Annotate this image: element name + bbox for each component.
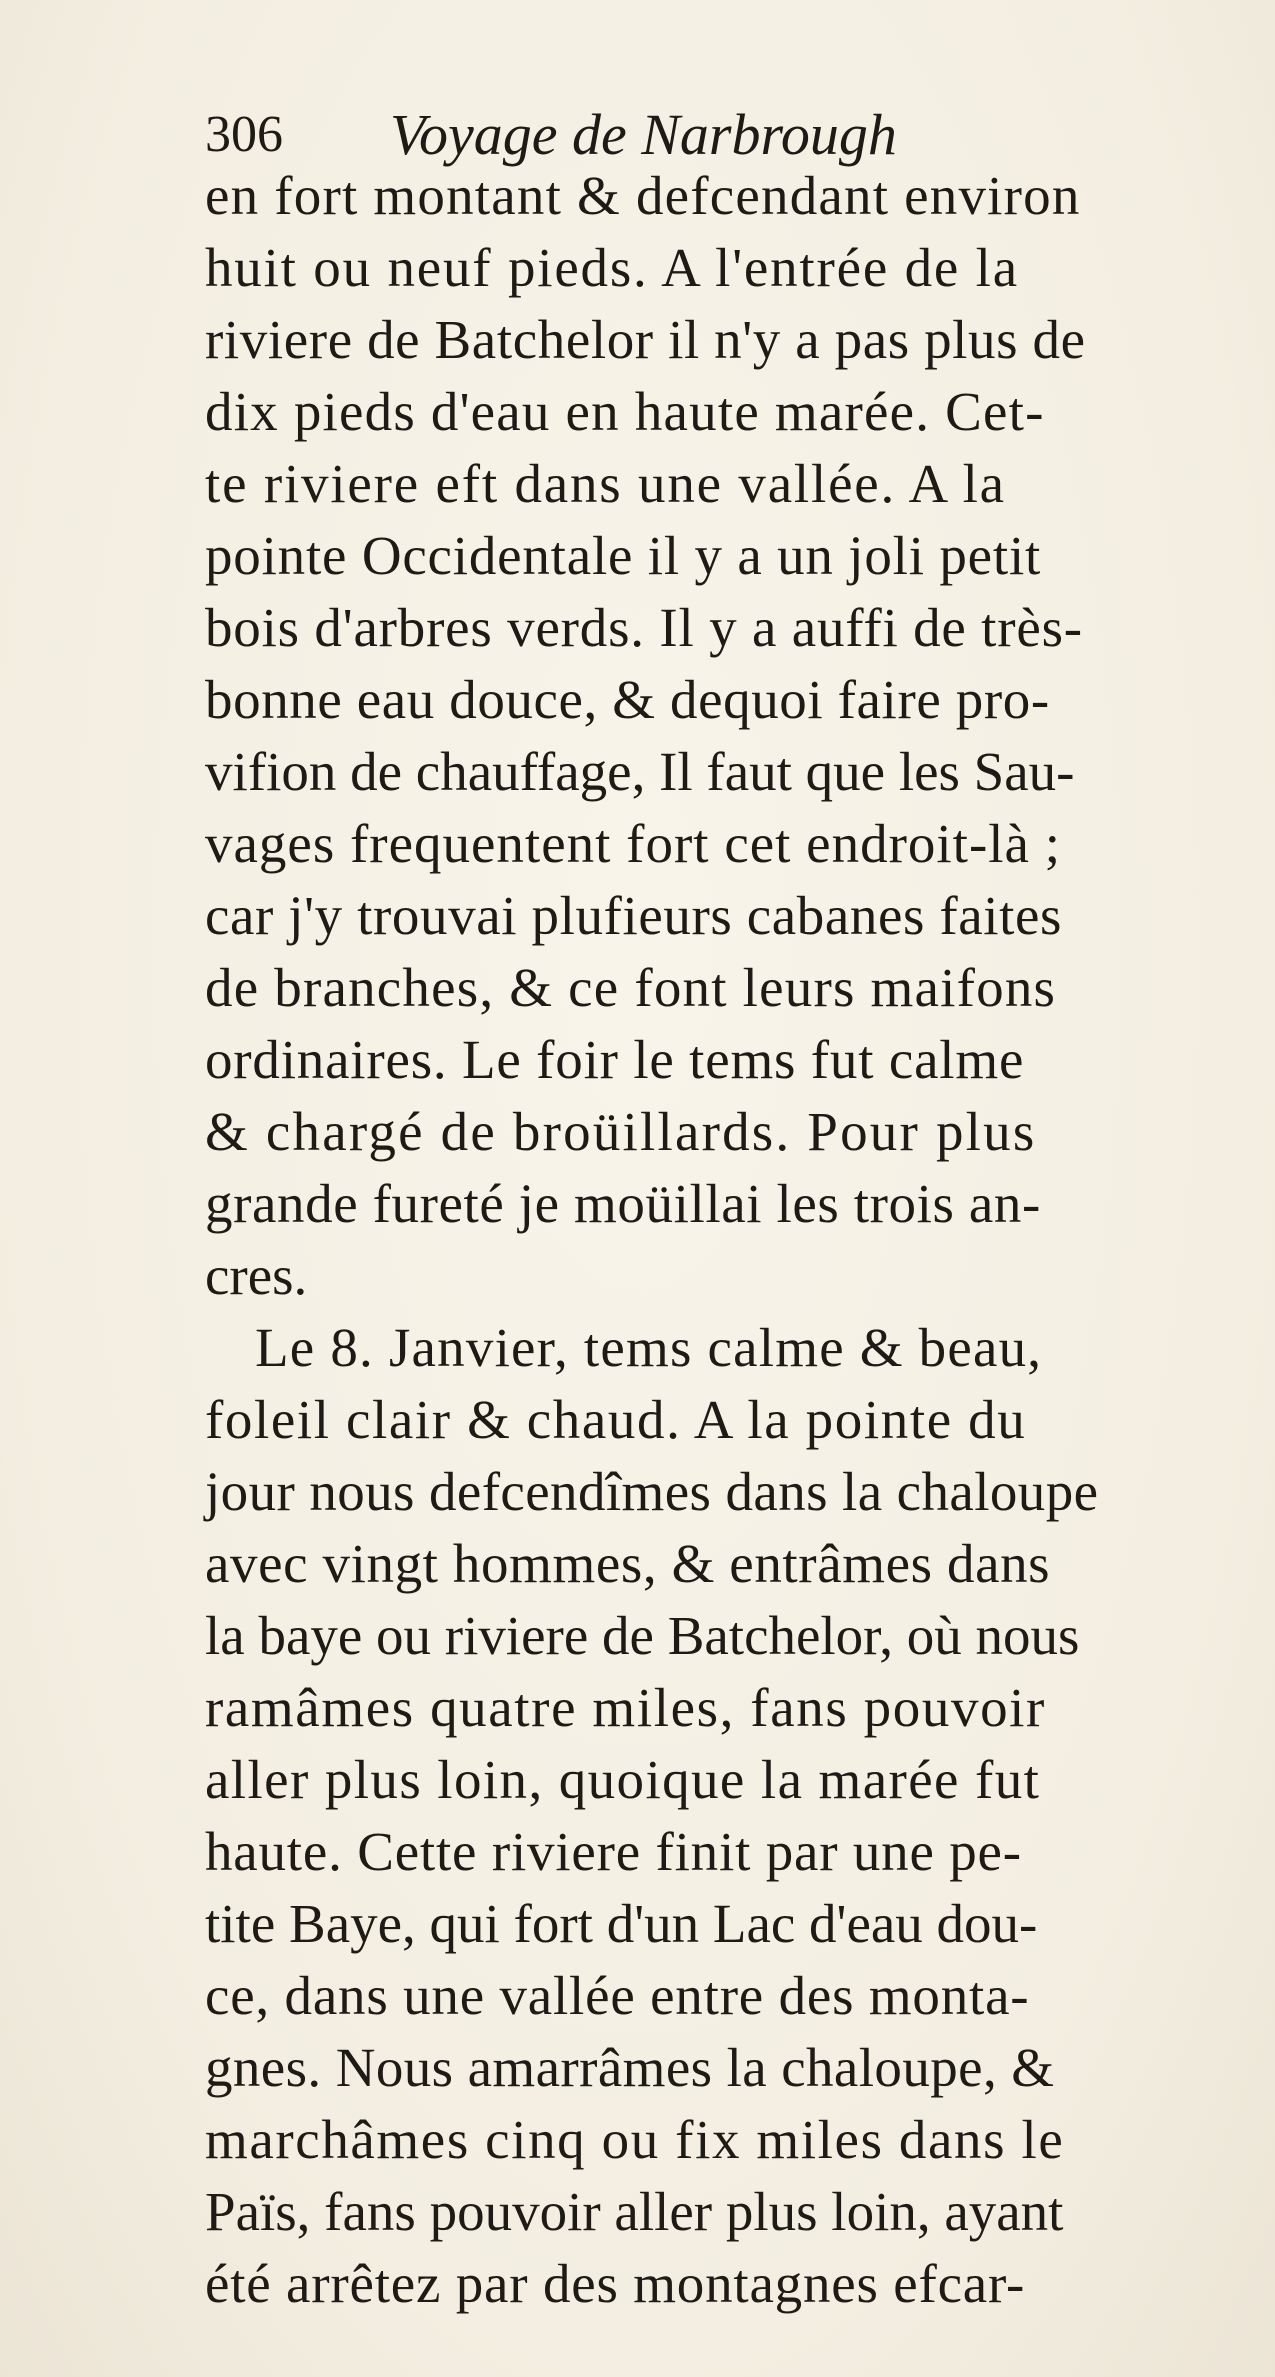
text-line: en fort montant & defcendant environ: [205, 165, 1081, 226]
text-line: Païs, fans pouvoir aller plus loin, ayant: [205, 2181, 1064, 2242]
text-line: foleil clair & chaud. A la pointe du: [205, 1389, 1027, 1450]
running-title: Voyage de Narbrough: [390, 102, 897, 167]
text-line: haute. Cette riviere finit par une pe-: [205, 1821, 1022, 1882]
text-line: pointe Occidentale il y a un joli petit: [205, 525, 1042, 586]
text-line: avec vingt hommes, & entrâmes dans: [205, 1533, 1051, 1594]
text-line: bonne eau douce, & dequoi faire pro-: [205, 669, 1050, 730]
text-line: de branches, & ce font leurs maifons: [205, 957, 1057, 1018]
text-line: grande fureté je moüillai les trois an-: [205, 1173, 1041, 1234]
text-line: tite Baye, qui fort d'un Lac d'eau dou-: [205, 1893, 1038, 1954]
text-line: & chargé de broüillards. Pour plus: [205, 1101, 1037, 1162]
text-line: ce, dans une vallée entre des monta-: [205, 1965, 1030, 2026]
text-line: bois d'arbres verds. Il y a auffi de très-: [205, 597, 1083, 658]
text-line: vifion de chauffage, Il faut que les Sau-: [205, 741, 1075, 802]
text-line: huit ou neuf pieds. A l'entrée de la: [205, 237, 1019, 298]
text-line: aller plus loin, quoique la marée fut: [205, 1749, 1041, 1810]
text-line: cres.: [205, 1245, 308, 1306]
text-line: Le 8. Janvier, tems calme & beau,: [255, 1317, 1043, 1378]
text-line: marchâmes cinq ou fix miles dans le: [205, 2109, 1065, 2170]
text-line: jour nous defcendîmes dans la chaloupe: [205, 1461, 1099, 1522]
text-line: car j'y trouvai plufieurs cabanes faites: [205, 885, 1063, 946]
text-line: ordinaires. Le foir le tems fut calme: [205, 1029, 1025, 1090]
text-line: dix pieds d'eau en haute marée. Cet-: [205, 381, 1045, 442]
page-number: 306: [205, 106, 283, 163]
text-line: riviere de Batchelor il n'y a pas plus de: [205, 309, 1086, 370]
text-line: la baye ou riviere de Batchelor, où nous: [205, 1605, 1080, 1666]
text-line: gnes. Nous amarrâmes la chaloupe, &: [205, 2037, 1055, 2098]
text-line: vages frequentent fort cet endroit-là ;: [205, 813, 1061, 874]
text-line: te riviere eft dans une vallée. A la: [205, 453, 1006, 514]
text-line: été arrêtez par des montagnes efcar-: [205, 2253, 1026, 2314]
text-line: ramâmes quatre miles, fans pouvoir: [205, 1677, 1046, 1738]
